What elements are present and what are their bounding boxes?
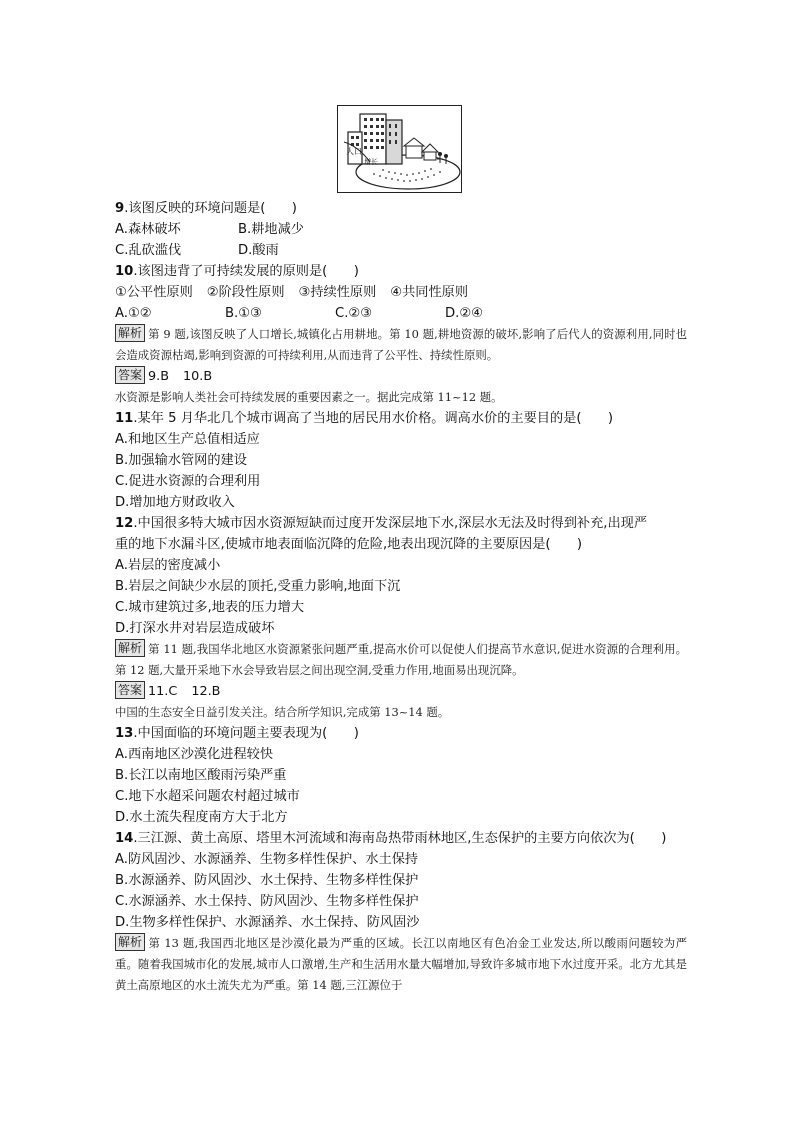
urbanization-cartoon-illustration xyxy=(338,106,461,192)
option-d: D.②④ xyxy=(445,306,483,321)
answer-tag: 答案 xyxy=(115,366,145,384)
question-stem: .某年 5 月华北几个城市调高了当地的居民用水价格。调高水价的主要目的是( ) xyxy=(133,411,613,426)
explanation-tag: 解析 xyxy=(115,324,145,342)
option-b: B.①③ xyxy=(225,306,262,321)
option-c: C.促进水资源的合理利用 xyxy=(115,474,261,489)
statement-2: ②阶段性原则 xyxy=(206,285,285,300)
explanation-text: 第 11 题,我国华北地区水资源紧张问题严重,提高水价可以促使人们提高节水意识,促进水资源的合理利用。第 12 题,大量开采地下水会导致岩层之间出现空洞,受重力作用,地面易出现沉降。 xyxy=(115,642,687,677)
question-number: 9 xyxy=(115,201,125,216)
option-d: D.增加地方财政收入 xyxy=(115,495,235,510)
question-10 xyxy=(115,261,687,282)
question-stem: .该图反映的环境问题是( ) xyxy=(124,201,297,216)
explanation-13-14 xyxy=(115,933,687,996)
explanation-text: 第 13 题,我国西北地区是沙漠化最为严重的区域。长江以南地区有色冶金工业发达,所以酸雨问题较为严重。随着我国城市化的发展,城市人口激增,生产和生活用水量大幅增加,导致许多城市地下水过度开采。北方尤其是黄土高原地区的水土流失尤为严重。第 14 题,三江源位于 xyxy=(115,936,687,992)
q10-statements xyxy=(115,282,687,303)
question-content xyxy=(115,198,687,996)
explanation-9-10 xyxy=(115,324,687,366)
question-number: 13 xyxy=(115,726,134,741)
option-d: D.水土流失程度南方大于北方 xyxy=(115,810,288,825)
question-stem: .中国很多特大城市因水资源短缺而过度开发深层地下水,深层水无法及时得到补充,出现严 xyxy=(133,516,648,531)
statement-1: ①公平性原则 xyxy=(115,285,193,300)
answer-9-10 xyxy=(115,366,687,387)
answer-value: 11.C xyxy=(148,684,178,699)
q10-options xyxy=(115,303,687,324)
answer-value: 9.B xyxy=(148,369,170,384)
option-b: B.加强输水管网的建设 xyxy=(115,453,247,468)
option-b: B.长江以南地区酸雨污染严重 xyxy=(115,768,287,783)
statement-4: ④共同性原则 xyxy=(390,285,469,300)
question-13 xyxy=(115,723,687,744)
question-number: 10 xyxy=(115,264,134,279)
explanation-11-12 xyxy=(115,639,687,681)
option-a: A.岩层的密度减小 xyxy=(115,558,221,573)
question-stem: .该图违背了可持续发展的原则是( ) xyxy=(133,264,359,279)
question-number: 12 xyxy=(115,516,134,531)
option-b: B.水源涵养、防风固沙、水土保持、生物多样性保护 xyxy=(115,873,419,888)
question-number: 11 xyxy=(115,411,134,426)
question-stem-cont: 重的地下水漏斗区,使城市地表面临沉降的危险,地表出现沉降的主要原因是( ) xyxy=(115,537,583,552)
option-b: B.岩层之间缺少水层的顶托,受重力影响,地面下沉 xyxy=(115,579,401,594)
cartoon-figure xyxy=(337,105,462,193)
option-a: A.森林破坏 xyxy=(115,222,181,237)
question-11 xyxy=(115,408,687,429)
option-d: D.生物多样性保护、水源涵养、水土保持、防风固沙 xyxy=(115,915,420,930)
intro-11-12: 水资源是影响人类社会可持续发展的重要因素之一。据此完成第 11~12 题。 xyxy=(115,390,503,404)
question-number: 14 xyxy=(115,831,134,846)
answer-value: 10.B xyxy=(183,369,213,384)
option-c: C.城市建筑过多,地表的压力增大 xyxy=(115,600,305,615)
option-a: A.西南地区沙漠化进程较快 xyxy=(115,747,274,762)
option-d: D.打深水井对岩层造成破坏 xyxy=(115,621,275,636)
statement-3: ③持续性原则 xyxy=(298,285,377,300)
q9-options-row2 xyxy=(115,240,687,261)
option-b: B.耕地减少 xyxy=(238,222,304,237)
q9-options-row1 xyxy=(115,219,687,240)
option-a: A.①② xyxy=(115,306,152,321)
option-a: A.防风固沙、水源涵养、生物多样性保护、水土保持 xyxy=(115,852,419,867)
option-c: C.水源涵养、水土保持、防风固沙、生物多样性保护 xyxy=(115,894,419,909)
answer-11-12 xyxy=(115,681,687,702)
option-d: D.酸雨 xyxy=(238,243,279,258)
svg-text:增长: 增长 xyxy=(364,158,378,166)
question-stem: .三江源、黄土高原、塔里木河流域和海南岛热带雨林地区,生态保护的主要方向依次为( ) xyxy=(133,831,667,846)
explanation-tag: 解析 xyxy=(115,639,145,657)
question-9 xyxy=(115,198,687,219)
figure-label: 人口 xyxy=(346,147,362,156)
answer-value: 12.B xyxy=(191,684,221,699)
question-14 xyxy=(115,828,687,849)
answer-tag: 答案 xyxy=(115,681,145,699)
option-c: C.地下水超采问题农村超过城市 xyxy=(115,789,300,804)
question-stem: .中国面临的环境问题主要表现为( ) xyxy=(133,726,359,741)
explanation-tag: 解析 xyxy=(115,933,145,951)
explanation-text: 第 9 题,该图反映了人口增长,城镇化占用耕地。第 10 题,耕地资源的破坏,影响了后代人的资源利用,同时也会造成资源枯竭,影响到资源的可持续利用,从而违背了公平性、持续性原则。 xyxy=(115,327,687,362)
option-a: A.和地区生产总值相适应 xyxy=(115,432,260,447)
option-c: C.②③ xyxy=(335,306,373,321)
question-12 xyxy=(115,513,687,534)
option-c: C.乱砍滥伐 xyxy=(115,243,182,258)
intro-13-14: 中国的生态安全日益引发关注。结合所学知识,完成第 13~14 题。 xyxy=(115,705,450,719)
